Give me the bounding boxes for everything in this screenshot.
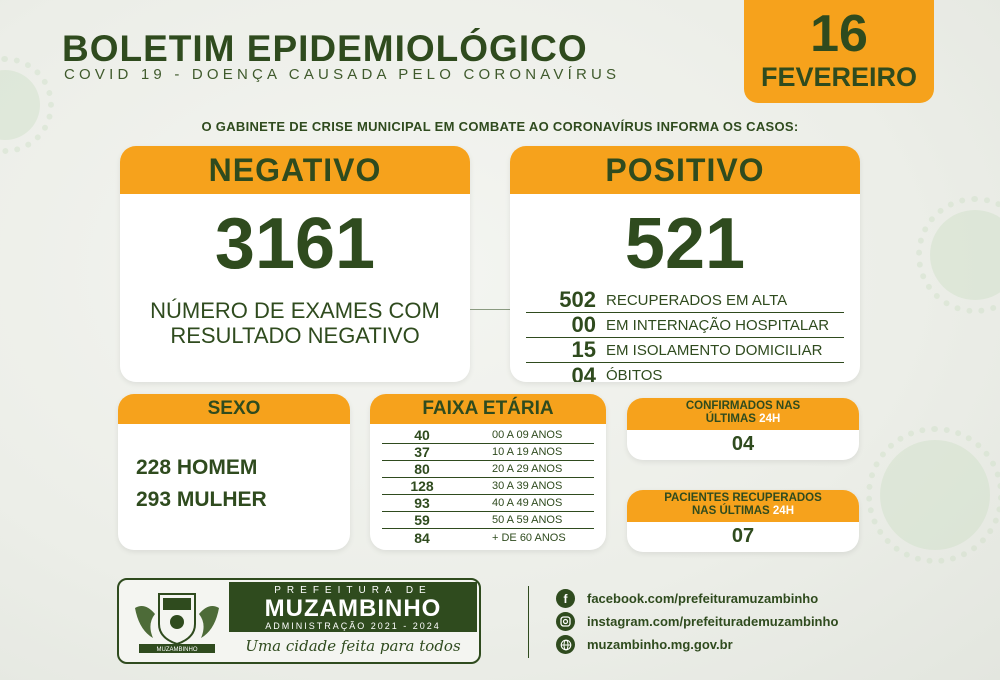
age-range-value: 93 [414,495,430,511]
age-range-row [382,478,594,495]
positive-breakdown [526,288,844,382]
confirmed-24h-title-line2 [631,413,855,426]
page-subtitle: COVID 19 - DOENÇA CAUSADA PELO CORONAVÍRUS [64,66,621,83]
positive-row-label: EM ISOLAMENTO DOMICILIAR [606,341,823,359]
age-range-row [382,495,594,512]
age-range-label: 10 A 19 ANOS [492,446,563,458]
date-month: FEVEREIRO [760,62,918,92]
positive-count: 521 [624,204,746,284]
recovered-24h-title-text: NAS ÚLTIMAS [691,505,770,517]
age-range-row [382,529,594,546]
card-connector-line [470,309,510,310]
age-range-row [382,461,594,478]
positive-row-value: 00 [571,312,596,337]
age-range-label: + DE 60 ANOS [492,531,566,544]
logo-brand-block [229,582,477,632]
intro-text: O GABINETE DE CRISE MUNICIPAL EM COMBATE AO CORONAVÍRUS INFORMA OS CASOS: [201,119,799,134]
virus-decoration-bottom-right [880,440,990,550]
age-range-card [370,394,606,550]
logo-top-text: PREFEITURA DE [274,585,432,596]
age-range-label: 50 A 59 ANOS [492,514,563,526]
prefeitura-logo [117,578,481,664]
positive-row [526,338,844,363]
age-range-row [382,512,594,529]
age-range-value: 59 [414,512,430,528]
confirmed-24h-highlight: 24H [759,413,781,425]
positive-row-value: 15 [571,337,596,362]
page-title: BOLETIM EPIDEMIOLÓGICO [62,28,588,69]
confirmed-24h-value: 04 [731,433,755,455]
crest-banner-text: MUZAMBINHO [156,647,198,653]
positive-card-title: POSITIVO [510,146,860,194]
facebook-link[interactable] [556,587,838,610]
confirmed-24h-title-text: ÚLTIMAS [705,413,756,425]
date-badge [744,0,934,103]
footer-divider [528,586,529,658]
instagram-link[interactable] [556,610,838,633]
recovered-24h-title-line1: PACIENTES RECUPERADOS [664,492,822,504]
instagram-icon [556,612,575,631]
age-range-value: 40 [414,427,430,443]
confirmed-24h-card [627,398,859,460]
confirmed-24h-title-line1: CONFIRMADOS NAS [685,400,801,412]
age-range-value: 37 [414,444,430,460]
globe-icon [556,635,575,654]
logo-slogan: Uma cidade feita para todos [245,637,461,655]
positive-card [510,146,860,382]
date-day: 16 [810,5,868,63]
age-range-label: 20 A 29 ANOS [492,463,563,475]
confirmed-24h-title [627,398,859,430]
coat-of-arms-icon [129,588,225,656]
age-range-row [382,427,594,444]
negative-card [120,146,470,382]
social-links [556,587,838,656]
facebook-icon: f [556,589,575,608]
age-range-label: 40 A 49 ANOS [492,497,563,509]
sex-female-count: 293 MULHER [136,488,267,511]
positive-row-label: EM INTERNAÇÃO HOSPITALAR [606,316,830,334]
recovered-24h-title-line2 [631,505,855,518]
positive-row-value: 04 [571,362,596,382]
positive-row-label: RECUPERADOS EM ALTA [606,291,788,309]
positive-row [526,363,844,382]
positive-row-value: 502 [559,287,596,312]
age-range-card-title: FAIXA ETÁRIA [370,394,606,424]
age-range-label: 30 A 39 ANOS [492,480,563,492]
facebook-link-text: facebook.com/prefeituramuzambinho [587,591,819,606]
virus-decoration-right [930,210,1000,300]
negative-description-line1: NÚMERO DE EXAMES COM [150,298,440,323]
website-link-text: muzambinho.mg.gov.br [587,637,733,652]
sex-card [118,394,350,550]
age-range-value: 80 [414,461,430,477]
age-range-row [382,444,594,461]
sex-list [118,452,350,516]
recovered-24h-title [627,490,859,522]
instagram-link-text: instagram.com/prefeiturademuzambinho [587,614,839,629]
sex-male-count: 228 HOMEM [136,456,258,479]
negative-description [120,298,470,348]
recovered-24h-value: 07 [731,525,755,547]
age-range-label: 00 A 09 ANOS [492,429,563,441]
negative-description-line2: RESULTADO NEGATIVO [170,323,420,348]
positive-row [526,288,844,313]
positive-row-label: ÓBITOS [606,367,663,382]
negative-count: 3161 [214,204,376,284]
recovered-24h-highlight: 24H [772,505,795,517]
age-range-value: 84 [414,529,430,546]
recovered-24h-card [627,490,859,552]
positive-row [526,313,844,338]
negative-card-title: NEGATIVO [120,146,470,194]
age-range-value: 128 [410,478,434,494]
logo-admin-text: ADMINISTRAÇÃO 2021 - 2024 [265,621,441,631]
logo-city-name: MUZAMBINHO [264,595,442,622]
age-range-list [382,427,594,546]
sex-card-title: SEXO [118,394,350,424]
website-link[interactable] [556,633,838,656]
